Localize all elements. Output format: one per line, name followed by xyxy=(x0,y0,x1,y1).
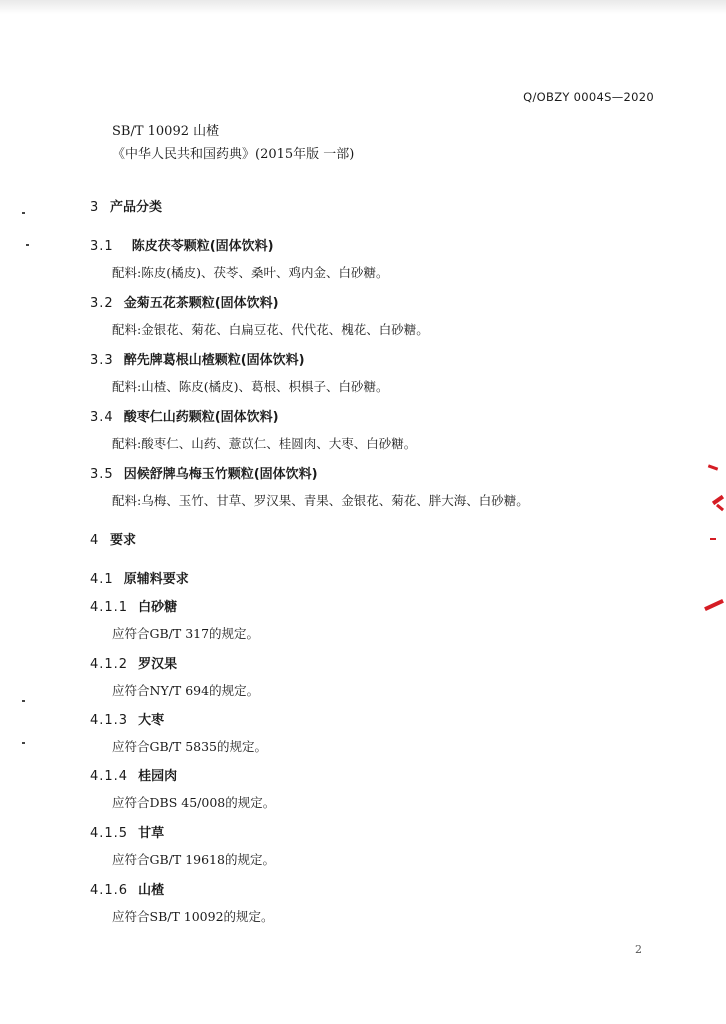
section-heading xyxy=(90,196,162,215)
section-heading xyxy=(90,529,136,548)
section-number: 4 xyxy=(90,533,99,548)
subsection-heading xyxy=(90,709,164,728)
stamp-mark xyxy=(716,504,724,511)
subsection-title: 桂园肉 xyxy=(138,769,178,784)
paragraph: 应符合DBS 45/008的规定。 xyxy=(112,795,276,810)
subsection-number: 4.1.6 xyxy=(90,883,129,898)
subsection-title: 金菊五花茶颗粒(固体饮料) xyxy=(123,296,279,311)
paragraph: 应符合GB/T 317的规定。 xyxy=(112,626,260,641)
subsection-title: 罗汉果 xyxy=(138,657,178,672)
stamp-mark xyxy=(704,599,724,611)
subsection-title: 酸枣仁山药颗粒(固体饮料) xyxy=(123,410,279,425)
subsection-title: 白砂糖 xyxy=(138,600,178,615)
subsection-heading xyxy=(90,596,177,615)
subsection-heading xyxy=(90,653,177,672)
subsection-heading xyxy=(90,235,274,254)
subsection-title: 原辅料要求 xyxy=(123,572,189,587)
subsection-number: 4.1.3 xyxy=(90,713,129,728)
subsection-title: 大枣 xyxy=(138,713,165,728)
subsection-number: 4.1.1 xyxy=(90,600,129,615)
subsection-heading xyxy=(90,292,279,311)
subsection-number: 4.1 xyxy=(90,572,114,587)
reference-item: 《中华人民共和国药典》(2015年版 一部) xyxy=(112,147,355,162)
paragraph: 应符合GB/T 5835的规定。 xyxy=(112,739,268,754)
subsection-heading xyxy=(90,822,164,841)
subsection-heading xyxy=(90,568,189,587)
subsection-title: 因候舒牌乌梅玉竹颗粒(固体饮料) xyxy=(123,467,318,482)
paragraph: 应符合NY/T 694的规定。 xyxy=(112,683,260,698)
section-number: 3 xyxy=(90,200,99,215)
page-number: 2 xyxy=(635,943,642,956)
scan-speck xyxy=(22,700,25,702)
document-code: Q/OBZY 0004S—2020 xyxy=(523,90,654,104)
paragraph: 配料:金银花、菊花、白扁豆花、代代花、槐花、白砂糖。 xyxy=(112,322,429,337)
subsection-number: 3.1 xyxy=(90,239,114,254)
paragraph: 配料:乌梅、玉竹、甘草、罗汉果、青果、金银花、菊花、胖大海、白砂糖。 xyxy=(112,493,529,508)
subsection-heading xyxy=(90,463,318,482)
subsection-number: 4.1.4 xyxy=(90,769,129,784)
scan-edge xyxy=(0,0,726,14)
stamp-mark xyxy=(710,538,716,540)
paragraph: 应符合SB/T 10092的规定。 xyxy=(112,909,274,924)
subsection-heading xyxy=(90,406,279,425)
subsection-number: 3.5 xyxy=(90,467,114,482)
reference-item: SB/T 10092 山楂 xyxy=(112,124,220,139)
subsection-title: 山楂 xyxy=(138,883,165,898)
subsection-heading xyxy=(90,765,177,784)
subsection-number: 3.3 xyxy=(90,353,114,368)
paragraph: 应符合GB/T 19618的规定。 xyxy=(112,852,275,867)
scan-speck xyxy=(22,212,25,214)
subsection-heading xyxy=(90,879,164,898)
paragraph: 配料:山楂、陈皮(橘皮)、葛根、枳椇子、白砂糖。 xyxy=(112,379,389,394)
subsection-heading xyxy=(90,349,305,368)
scan-speck xyxy=(26,244,29,246)
subsection-number: 4.1.2 xyxy=(90,657,129,672)
section-title: 产品分类 xyxy=(110,200,163,215)
stamp-mark xyxy=(708,464,718,470)
paragraph: 配料:酸枣仁、山药、薏苡仁、桂圆肉、大枣、白砂糖。 xyxy=(112,436,417,451)
subsection-title: 甘草 xyxy=(138,826,165,841)
subsection-number: 4.1.5 xyxy=(90,826,129,841)
subsection-number: 3.4 xyxy=(90,410,114,425)
subsection-number: 3.2 xyxy=(90,296,114,311)
scan-speck xyxy=(22,742,25,744)
subsection-title: 陈皮茯苓颗粒(固体饮料) xyxy=(131,239,274,254)
subsection-title: 醉先牌葛根山楂颗粒(固体饮料) xyxy=(123,353,305,368)
paragraph: 配料:陈皮(橘皮)、茯苓、桑叶、鸡内金、白砂糖。 xyxy=(112,265,389,280)
section-title: 要求 xyxy=(110,533,137,548)
